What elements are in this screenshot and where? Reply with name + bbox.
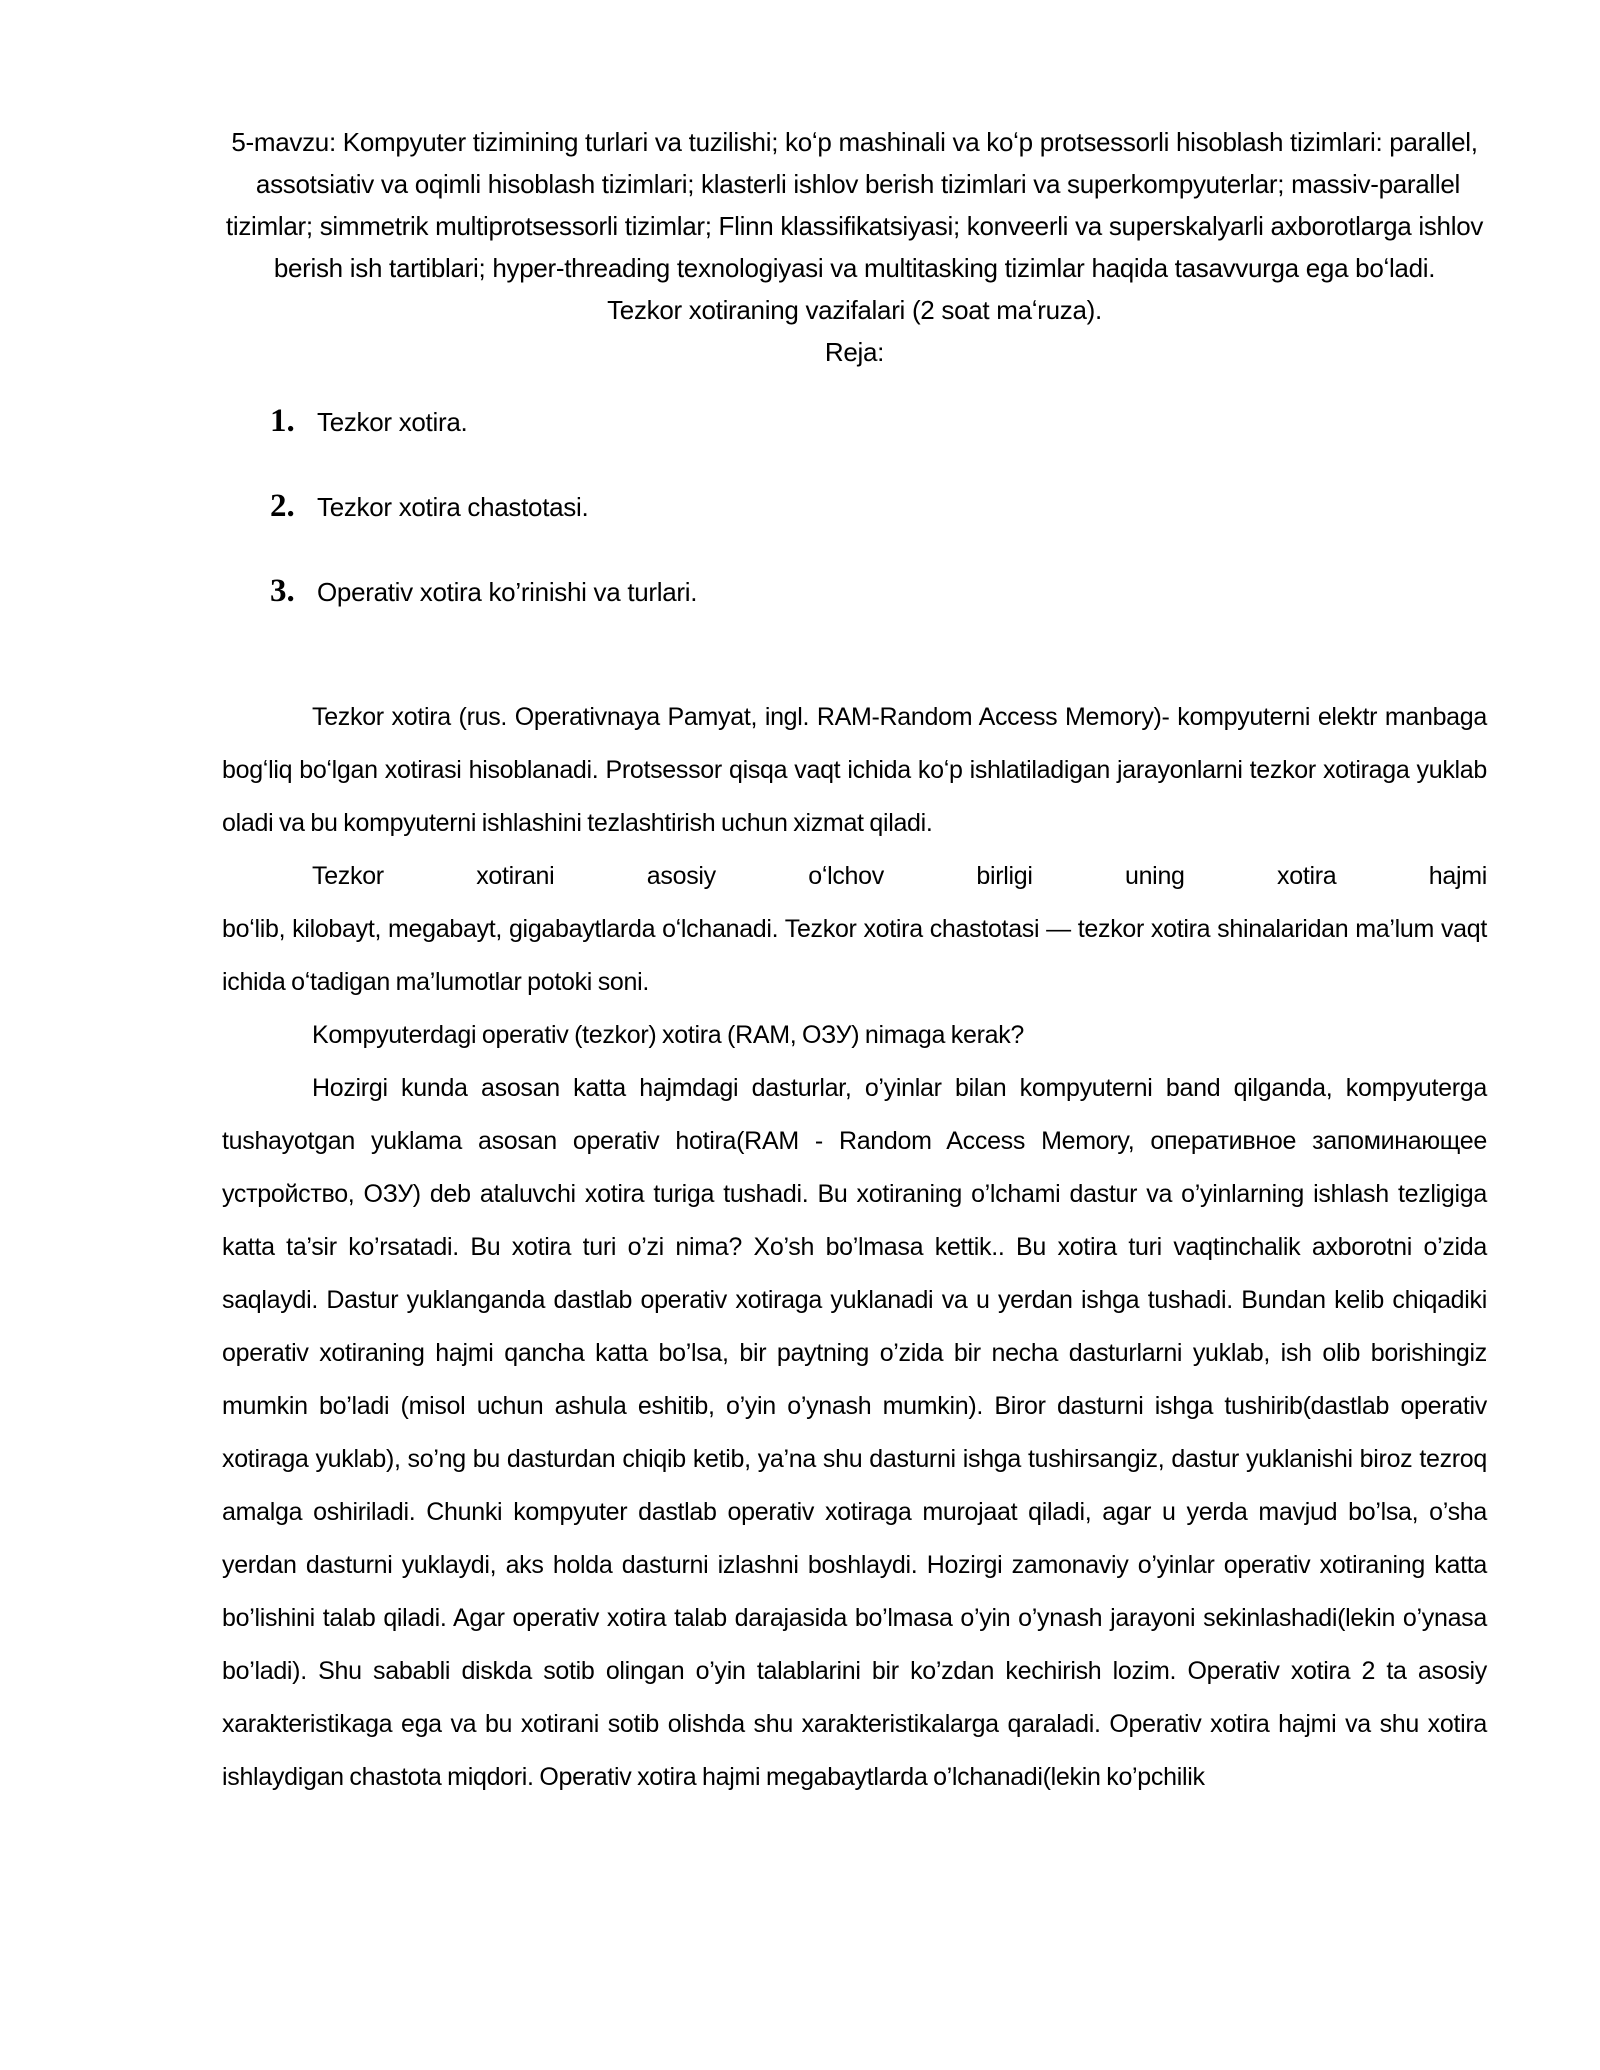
plan-list [222, 403, 1487, 610]
list-item-number: 2. [270, 488, 295, 524]
paragraph-ram-units-rest: boʻlib, kilobayt, megabayt, gigabaytlarda oʻlchanadi. Tezkor xotira chastotasi — tezkor xotira shinalaridan ma’lum vaqt ichida oʻtadigan ma’lumotlar potoki soni. [222, 915, 1487, 996]
paragraph-question: Kompyuterdagi operativ (tezkor) xotira (RAM, ОЗУ) nimaga kerak? [312, 1021, 1025, 1049]
paragraph-ram-units [222, 850, 1487, 1009]
document-body [222, 691, 1487, 1804]
paragraph-ram-units-first-line: Tezkor xotirani asosiy oʻlchov birligi uning xotira hajmi [312, 862, 1487, 890]
list-item-number: 3. [270, 573, 295, 609]
list-item-text: Tezkor xotira. [317, 407, 468, 437]
paragraph-ram-definition: Tezkor xotira (rus. Operativnaya Pamyat, ingl. RAM-Random Access Memory)- kompyuterni elektr manbaga bogʻliq boʻlgan xotirasi hisoblanadi. Protsessor qisqa vaqt ichida koʻp ishlatiladigan jarayonlarni tezkor xotiraga yuklab oladi va bu kompyuterni ishlashini tezlashtirish uchun xizmat qiladi. [222, 703, 1487, 837]
list-item [222, 403, 1487, 440]
document-header [222, 121, 1487, 373]
list-item [222, 488, 1487, 525]
list-item-number: 1. [270, 403, 295, 439]
header-topic: 5-mavzu: Kompyuter tizimining turlari va tuzilishi; koʻp mashinali va koʻp protsessorli hisoblash tizimlari: parallel, assotsiativ va oqimli hisoblash tizimlari; klasterli ishlov berish tizimlari va superkompyuterlar; massiv-parallel tizimlar; simmetrik multiprotsessorli tizimlar; Flinn klassifikatsiyasi; konveerli va superskalyarli axborotlarga ishlov berish ish tartiblari; hyper-threading texnologiyasi va multitasking tizimlar haqida tasavvurga ega boʻladi. [225, 127, 1484, 283]
list-item [222, 573, 1487, 610]
list-item-text: Tezkor xotira chastotasi. [317, 492, 589, 522]
paragraph-ram-explanation: Hozirgi kunda asosan katta hajmdagi dasturlar, o’yinlar bilan kompyuterni band qilganda, kompyuterga tushayotgan yuklama asosan operativ hotira(RAM - Random Access Memory, оперативное запоминающее устройство, ОЗУ) deb ataluvchi xotira turiga tushadi. Bu xotiraning o’lchami dastur va o’yinlarning ishlash tezligiga katta ta’sir ko’rsatadi. Bu xotira turi o’zi nima? Xo’sh bo’lmasa kettik.. Bu xotira turi vaqtinchalik axborotni o’zida saqlaydi. Dastur yuklanganda dastlab operativ xotiraga yuklanadi va u yerdan ishga tushadi. Bundan kelib chiqadiki operativ xotiraning hajmi qancha katta bo’lsa, bir paytning o’zida bir necha dasturlarni yuklab, ish olib borishingiz mumkin bo’ladi (misol uchun ashula eshitib, o’yin o’ynash mumkin). Biror dasturni ishga tushirib(dastlab operativ xotiraga yuklab), so’ng bu dasturdan chiqib ketib, ya’na shu dasturni ishga tushirsangiz, dastur yuklanishi biroz tezroq amalga oshiriladi. Chunki kompyuter dastlab operativ xotiraga murojaat qiladi, agar u yerda mavjud bo’lsa, o’sha yerdan dasturni yuklaydi, aks holda dasturni izlashni boshlaydi. Hozirgi zamonaviy o’yinlar operativ xotiraning katta bo’lishini talab qiladi. Agar operativ xotira talab darajasida bo’lmasa o’yin o’ynash jarayoni sekinlashadi(lekin o’ynasa bo’ladi). Shu sababli diskda sotib olingan o’yin talablarini bir ko’zdan kechirish lozim. Operativ xotira 2 ta asosiy xarakteristikaga ega va bu xotirani sotib olishda shu xarakteristikalarga qaraladi. Operativ xotira hajmi va shu xotira ishlaydigan chastota miqdori. Operativ xotira hajmi megabaytlarda o’lchanadi(lekin ko’pchilik [222, 1074, 1487, 1791]
header-subtitle: Tezkor xotiraning vazifalari (2 soat maʻruza). [607, 295, 1102, 325]
list-item-text: Operativ xotira ko’rinishi va turlari. [317, 577, 698, 607]
header-plan-label: Reja: [824, 337, 885, 367]
